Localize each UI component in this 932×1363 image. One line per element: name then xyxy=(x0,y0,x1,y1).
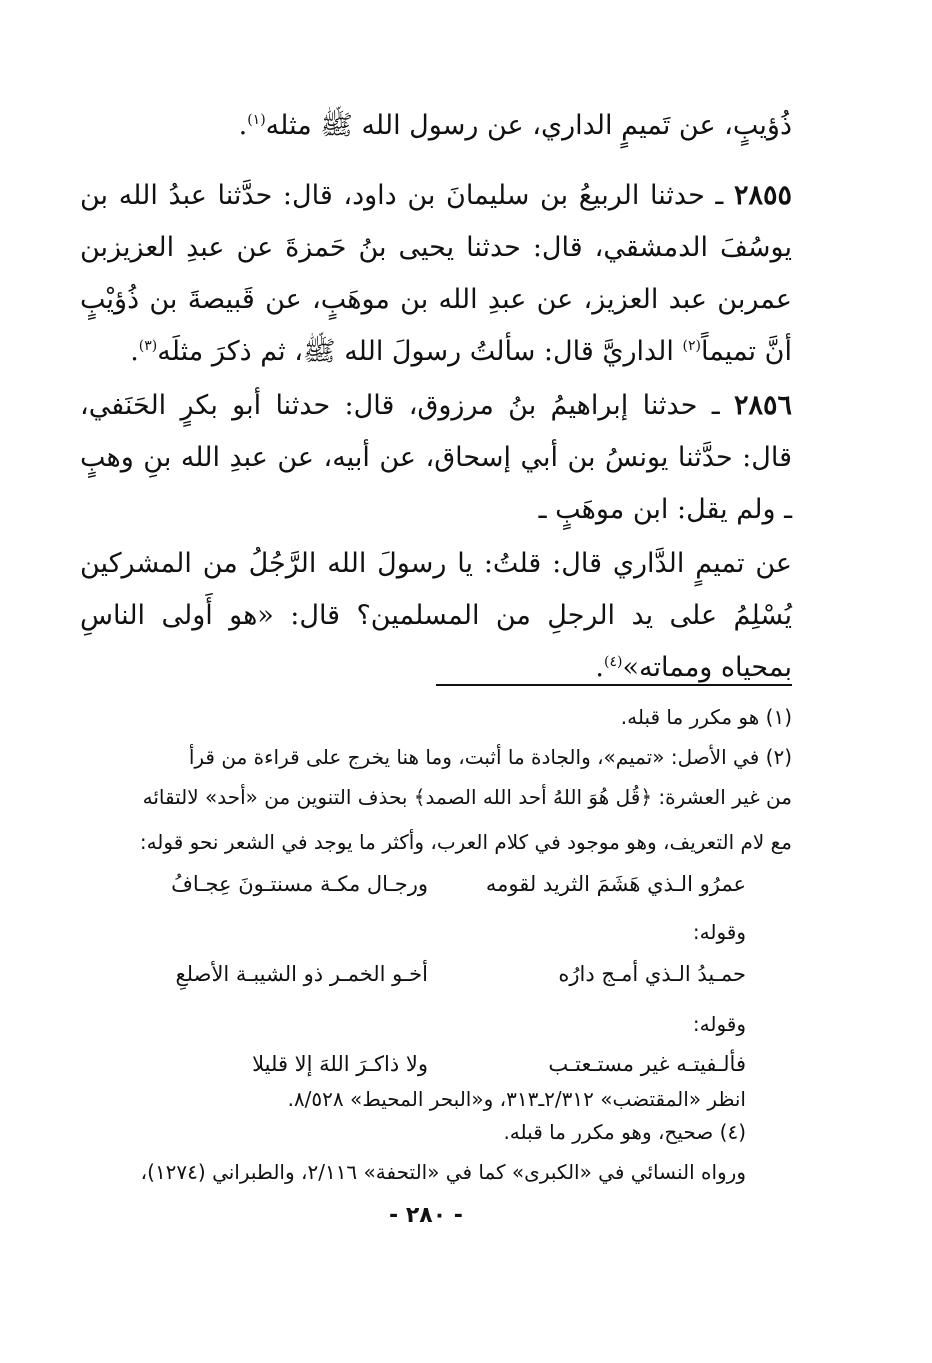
poem-2-hemistich-2: أخـو الخمـر ذو الشيبـة الأصلعِ xyxy=(175,962,428,986)
footnote-2-line-2: من غير العشرة: ﴿قُل هُوَ اللهُ أحد الله الصمد﴾ بحذف التنوين من «أحد» لالتقائه xyxy=(142,785,792,809)
footnote-ref-3: (٣) xyxy=(138,338,158,354)
hadith-2856-matn: عن تميمٍ الدَّاري قال: قلتُ: يا رسولَ الله الرَّجُلُ من المشركين يُسْلِمُ على يد الرجلِ من المسلمين؟ قال: «هو أَولى الناسِ بمحياه ومماته»$^{(٤)}$. xyxy=(80,548,792,683)
hadith-2855-text-end: الداريَّ قال: سألتُ رسولَ الله ﷺ، ثم ذكرَ مثلَه xyxy=(157,336,674,367)
footnote-2-reference: انظر «المقتضب» ٢/٣١٢ـ٣١٣، و«البحر المحيط» ٨/٥٢٨. xyxy=(287,1087,746,1111)
footnote-4-line-2: ورواه النسائي في «الكبرى» كما في «التحفة» ٢/١١٦، والطبراني (١٢٧٤)، xyxy=(140,1160,746,1184)
footnote-2-line-1: (٢) في الأصل: «تميم»، والجادة ما أثبت، وما هنا يخرج على قراءة من قرأ xyxy=(188,745,792,769)
hadith-2856-text: ـ حدثنا إبراهيمُ بنُ مرزوق، قال: حدثنا أبو بكرٍ الحَنَفي، قال: حدَّثنا يونسُ بن أبي إسحاق، عن أبيه، عن عبدِ الله بنِ وهبٍ ـ ولم يقل: ابن موهَبٍ ـ xyxy=(80,390,792,525)
footnote-wa-qawluh-1: وقوله: xyxy=(692,920,746,944)
page-number: - ٢٨٠ - xyxy=(389,1203,463,1228)
hadith-2856 xyxy=(80,380,792,536)
footnote-ref-4: (٤) xyxy=(604,654,623,670)
footnote-1: (١) هو مكرر ما قبله. xyxy=(620,705,792,729)
hadith-number-2855: ٢٨٥٥ xyxy=(733,180,792,211)
poem-3-hemistich-2: ولا ذاكـرَ اللهَ إلا قليلا xyxy=(252,1052,428,1076)
poem-1-hemistich-1: عمرُو الـذي هَشَمَ الثريد لقومه xyxy=(485,872,746,896)
poem-2-hemistich-1: حمـيدُ الـذي أمـج دارُه xyxy=(558,962,746,986)
hadith-number-2856: ٢٨٥٦ xyxy=(733,390,792,421)
footnote-wa-qawluh-2: وقوله: xyxy=(692,1012,746,1036)
poem-1-hemistich-2: ورجـال مكـة مسنتـونَ عِجـافُ xyxy=(171,872,428,896)
hadith-2855-text: ـ حدثنا الربيعُ بن سليمانَ بن داود، قال: حدَّثنا عبدُ الله بن يوسُفَ الدمشقي، قال: حدثنا يحيى بنُ حَمزةَ عن عبدِ العزيزبن عمربن عبد العزيز، عن عبدِ الله بن موهَبٍ، عن قَبيصةَ بن ذُؤيْبٍ أنَّ تميماً xyxy=(80,180,792,367)
hadith-2855: ٢٨٥٥ ـ حدثنا الربيعُ بن سليمانَ بن داود، قال: حدَّثنا عبدُ الله بن يوسُفَ الدمشقي، قال: حدثنا يحيى بنُ حَمزةَ عن عبدِ العزيزبن عمربن عبد العزيز، عن عبدِ الله بن موهَبٍ، عن قَبيصةَ بن ذُؤيْبٍ أنَّ تميماً$^{(٢)}$ الداريَّ قال: سألتُ رسولَ الله ﷺ، ثم ذكرَ مثلَه$^{(٣)}$. xyxy=(80,180,792,367)
footnote-ref-2: (٢) xyxy=(682,338,701,354)
footnote-divider xyxy=(436,684,792,686)
footnote-ref-1: (١) xyxy=(247,112,266,128)
footnote-4-line-1: (٤) صحيح، وهو مكرر ما قبله. xyxy=(503,1120,746,1144)
poem-3-hemistich-1: فألـفيتـه غير مستـعتـب xyxy=(548,1052,746,1076)
hadith-2856-matn-text: عن تميمٍ الدَّاري قال: قلتُ: يا رسولَ الله الرَّجُلُ من المشركين يُسْلِمُ على يد الرجلِ من المسلمين؟ قال: «هو أَولى الناسِ بمحياه ومماته» xyxy=(80,548,792,683)
paragraph-continuation: ذُؤيبٍ، عن تَميمٍ الداري، عن رسول الله ﷺ مثله$^{(١)}$. xyxy=(238,110,792,141)
continuation-text: ذُؤيبٍ، عن تَميمٍ الداري، عن رسول الله ﷺ مثله xyxy=(265,110,792,141)
footnote-2-line-3: مع لام التعريف، وهو موجود في كلام العرب، وأكثر ما يوجد في الشعر نحو قوله: xyxy=(139,830,792,854)
